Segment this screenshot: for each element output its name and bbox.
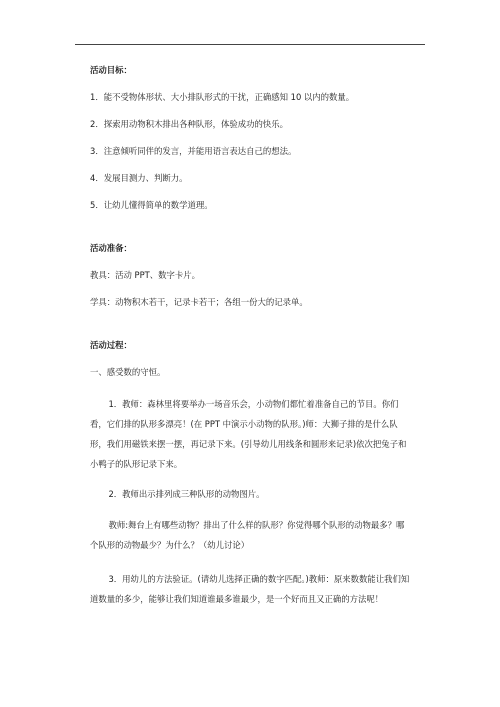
process-heading: 活动过程： — [90, 340, 132, 350]
process-paragraph-4: 3．用幼儿的方法验证。(请幼儿选择正确的数字匹配。)教师：原来数数能让我们知道数量的多少，能够让我们知道谁最多谁最少，是一个好而且又正确的方法呢！ — [90, 574, 410, 604]
process-paragraph-1: 1．教师：森林里将要举办一场音乐会，小动物们都忙着准备自己的节目。你们看，它们排的队形多漂亮！(在 PPT 中演示小动物的队形。)师：大狮子排的是什么队形，我们用磁铁来摆一摆，再记录下来。(引导幼儿用线条和圆形来记录)依次把兔子和小鸭子的队形记录下来。 — [90, 399, 407, 469]
process-section-1: 一、感受数的守恒。 — [90, 367, 166, 377]
prep-heading: 活动准备： — [90, 243, 132, 253]
process-paragraph-2: 2．教师出示排列成三种队形的动物图片。 — [108, 489, 265, 499]
goal-item-2: 2．探索用动物积木排出各种队形，体验成功的快乐。 — [90, 119, 288, 129]
goal-item-1: 1．能不受物体形状、大小排队形式的干扰，正确感知 10 以内的数量。 — [90, 92, 355, 102]
process-paragraph-3: 教师:舞台上有哪些动物？排出了什么样的队形？你觉得哪个队形的动物最多？哪个队形的动物最少？为什么？（幼儿讨论） — [90, 520, 405, 550]
prep-teacher: 教具：活动 PPT、数字卡片。 — [90, 270, 201, 280]
header-rule — [75, 44, 425, 45]
document-body — [90, 64, 410, 609]
goals-heading: 活动目标： — [90, 65, 132, 75]
prep-student: 学具：动物积木若干，记录卡若干；各组一份大的记录单。 — [90, 297, 308, 307]
goal-item-4: 4．发展目测力、判断力。 — [90, 173, 188, 183]
goal-item-5: 5．让幼儿懂得简单的数学道理。 — [90, 200, 213, 210]
goal-item-3: 3．注意倾听同伴的发言，并能用语言表达自己的想法。 — [90, 146, 297, 156]
